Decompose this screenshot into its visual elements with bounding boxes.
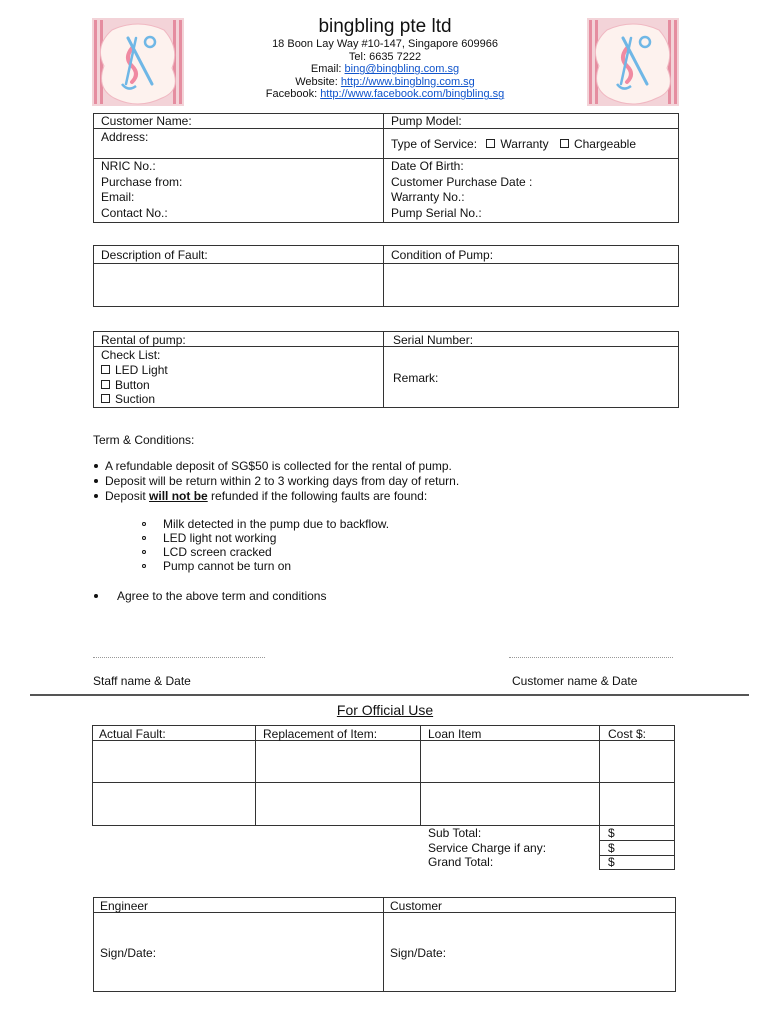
chargeable-checkbox[interactable] — [560, 139, 569, 148]
letterhead — [200, 16, 570, 101]
terms-title: Term & Conditions: — [93, 433, 195, 447]
bullet3-pre: Deposit — [105, 489, 150, 503]
fault-description-input[interactable] — [94, 264, 382, 306]
suction-checkbox[interactable] — [101, 394, 110, 403]
sub-bullet-icon — [142, 522, 146, 526]
sub-total-value[interactable]: $ — [608, 826, 615, 840]
company-tel: Tel: 6635 7222 — [348, 50, 422, 63]
company-name: bingbling pte ltd — [318, 16, 452, 37]
checklist-item-button — [101, 378, 150, 392]
table-divider — [93, 158, 679, 159]
terms-bullet-1: A refundable deposit of SG$50 is collected for the rental of pump. — [105, 459, 452, 473]
nric-field[interactable]: NRIC No.: — [101, 159, 156, 173]
company-logo-left — [92, 18, 184, 106]
sub-bullet-icon — [142, 564, 146, 568]
bullet-icon — [94, 594, 98, 598]
serial-no-field[interactable]: Pump Serial No.: — [391, 206, 482, 220]
customer-signature-line[interactable] — [509, 657, 673, 658]
bullet3-post: refunded if the following faults are found: — [207, 489, 428, 503]
fault-item: LED light not working — [163, 531, 277, 545]
service-type-label: Type of Service: — [391, 137, 478, 151]
led-light-checkbox[interactable] — [101, 365, 110, 374]
service-type-field — [391, 137, 636, 151]
bullet-icon — [94, 494, 98, 498]
table-divider — [92, 740, 675, 741]
company-facebook-line — [200, 88, 570, 101]
purchase-from-field[interactable]: Purchase from: — [101, 175, 183, 189]
table-divider — [92, 782, 675, 783]
customer-label: Customer — [390, 899, 443, 913]
engineer-sign-date[interactable]: Sign/Date: — [100, 946, 157, 960]
customer-name-field[interactable]: Customer Name: — [101, 114, 192, 128]
pump-model-field[interactable]: Pump Model: — [391, 114, 462, 128]
checklist-item-suction — [101, 392, 155, 406]
checklist-item-led — [101, 363, 168, 377]
company-logo-right — [587, 18, 679, 106]
engineer-label: Engineer — [100, 899, 149, 913]
address-field[interactable]: Address: — [101, 130, 149, 144]
agree-terms-text: Agree to the above term and conditions — [117, 589, 327, 603]
button-label: Button — [115, 378, 150, 392]
email-link[interactable]: bing@bingbling.com.sg — [344, 63, 460, 76]
grand-total-value[interactable]: $ — [608, 855, 615, 869]
customer-info-table — [93, 113, 679, 223]
terms-bullet-2: Deposit will be return within 2 to 3 working days from day of return. — [105, 474, 460, 488]
warranty-checkbox[interactable] — [486, 139, 495, 148]
led-light-label: LED Light — [115, 363, 168, 377]
website-link[interactable]: http://www.bingblng.com.sg — [340, 75, 475, 88]
checklist-label: Check List: — [101, 348, 161, 362]
company-email-line — [200, 63, 570, 76]
company-address: 18 Boon Lay Way #10-147, Singapore 609966 — [272, 38, 498, 50]
table-divider — [93, 912, 676, 913]
pump-condition-label: Condition of Pump: — [391, 248, 494, 262]
remark-label[interactable]: Remark: — [393, 371, 439, 385]
bullet-icon — [94, 464, 98, 468]
staff-name-date-label: Staff name & Date — [93, 674, 191, 688]
bullet-icon — [94, 479, 98, 483]
replacement-header: Replacement of Item: — [263, 727, 378, 741]
terms-bullet-3 — [105, 489, 427, 503]
email-label: Email: — [310, 63, 345, 76]
dob-field[interactable]: Date Of Birth: — [391, 159, 464, 173]
email-field[interactable]: Email: — [101, 190, 135, 204]
service-charge-label: Service Charge if any: — [428, 841, 547, 855]
section-divider — [30, 694, 749, 696]
facebook-link[interactable]: http://www.facebook.com/bingbling.sg — [320, 88, 505, 101]
official-use-title: For Official Use — [336, 702, 434, 718]
warranty-no-field[interactable]: Warranty No.: — [391, 190, 465, 204]
sub-bullet-icon — [142, 550, 146, 554]
contact-field[interactable]: Contact No.: — [101, 206, 168, 220]
customer-sign-date[interactable]: Sign/Date: — [390, 946, 447, 960]
warranty-label: Warranty — [500, 137, 549, 151]
suction-label: Suction — [115, 392, 156, 406]
purchase-date-field[interactable]: Customer Purchase Date : — [391, 175, 533, 189]
chargeable-label: Chargeable — [573, 137, 637, 151]
fault-item: LCD screen cracked — [163, 545, 272, 559]
pump-condition-input[interactable] — [384, 264, 678, 306]
fault-description-label: Description of Fault: — [101, 248, 208, 262]
fault-item: Pump cannot be turn on — [163, 559, 292, 573]
table-divider — [383, 331, 384, 408]
grand-total-label: Grand Total: — [428, 855, 494, 869]
serial-number-label[interactable]: Serial Number: — [393, 333, 474, 347]
table-divider — [93, 128, 679, 129]
staff-signature-line[interactable] — [93, 657, 265, 658]
customer-name-date-label: Customer name & Date — [512, 674, 638, 688]
company-website-line — [200, 76, 570, 89]
service-charge-value[interactable]: $ — [608, 841, 615, 855]
website-label: Website: — [295, 75, 341, 88]
actual-fault-header: Actual Fault: — [99, 727, 166, 741]
cost-header: Cost $: — [608, 727, 647, 741]
facebook-label: Facebook: — [265, 88, 321, 101]
button-checkbox[interactable] — [101, 380, 110, 389]
bullet3-emphasis: will not be — [149, 489, 208, 503]
rental-label[interactable]: Rental of pump: — [101, 333, 186, 347]
sub-bullet-icon — [142, 536, 146, 540]
fault-item: Milk detected in the pump due to backflow. — [163, 517, 390, 531]
table-divider — [383, 113, 384, 223]
sub-total-label: Sub Total: — [428, 826, 482, 840]
loan-item-header: Loan Item — [428, 727, 482, 741]
